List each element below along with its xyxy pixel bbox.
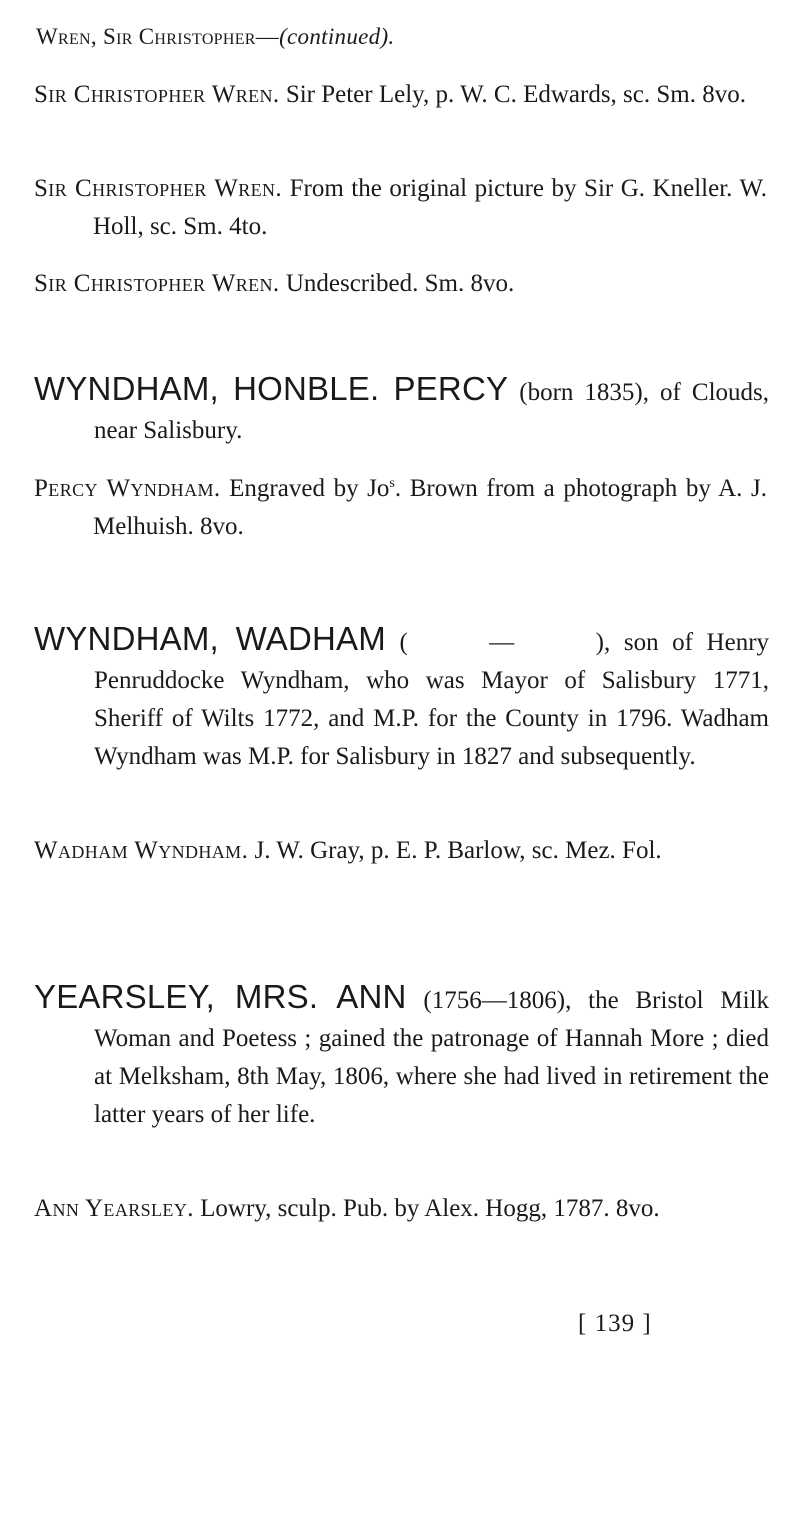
entry-text: J. W. Gray, p. E. P. Barlow, sc. Mez. Fol. <box>254 837 662 864</box>
entry-text: From the original picture by Sir G. Kneller. W. Holl, sc. Sm. 4to. <box>93 175 767 240</box>
portrait-entry-wadham-wyndham <box>34 832 767 870</box>
running-head-name: Wren, Sir Christopher— <box>36 24 280 49</box>
heading-dates: ( — ), <box>399 629 611 656</box>
biography-heading-percy-wyndham <box>34 370 769 450</box>
running-head <box>36 24 394 50</box>
entry-title: Sir Christopher Wren. <box>34 270 280 297</box>
entry-title: Ann Yearsley. <box>34 1195 194 1222</box>
portrait-entry-wren-kneller <box>34 170 767 246</box>
heading-description: son of Henry Penruddocke Wyndham, who was Mayor of Salisbury 1771, Sheriff of Wilts 1772, and M.P. for the County in 1796. Wadham Wyndham was M.P. for Salisbury in 1827 and subsequently. <box>94 629 770 770</box>
entry-text: Undescribed. Sm. 8vo. <box>285 270 515 297</box>
running-head-continued: (continued). <box>279 24 395 49</box>
biography-heading-ann-yearsley <box>34 978 769 1134</box>
biography-heading-wadham-wyndham <box>34 620 769 776</box>
superscript: s <box>389 476 395 491</box>
entry-text: Sir Peter Lely, p. W. C. Edwards, sc. Sm. 8vo. <box>285 81 746 108</box>
entry-title: Percy Wyndham. <box>34 475 221 502</box>
heading-name: WYNDHAM, HONBLE. PERCY <box>34 370 509 407</box>
portrait-entry-percy-wyndham <box>34 470 767 546</box>
portrait-entry-wren-undescribed <box>34 265 767 303</box>
entry-title: Sir Christopher Wren. <box>34 175 283 202</box>
portrait-entry-ann-yearsley <box>34 1190 767 1228</box>
heading-description: (1756—1806), the Bristol Milk Woman and Poetess ; gained the patronage of Hannah More ; died at Melksham, 8th May, 1806, where she had lived in retirement the latter years of her life. <box>94 987 769 1128</box>
entry-text-after: . Brown from a photograph by A. J. Melhuish. 8vo. <box>93 475 767 540</box>
entry-text-before: Engraved by Jo <box>229 475 390 502</box>
entry-text: Lowry, sculp. Pub. by Alex. Hogg, 1787. 8vo. <box>200 1195 660 1222</box>
heading-description: (born 1835), of Clouds, near Salisbury. <box>94 379 770 444</box>
page-number: [ 139 ] <box>578 1310 652 1337</box>
heading-name: YEARSLEY, MRS. ANN <box>34 978 407 1015</box>
heading-name: WYNDHAM, WADHAM <box>34 620 386 657</box>
entry-title: Wadham Wyndham. <box>34 837 249 864</box>
portrait-entry-wren-lely <box>34 76 767 114</box>
entry-title: Sir Christopher Wren. <box>34 81 280 108</box>
